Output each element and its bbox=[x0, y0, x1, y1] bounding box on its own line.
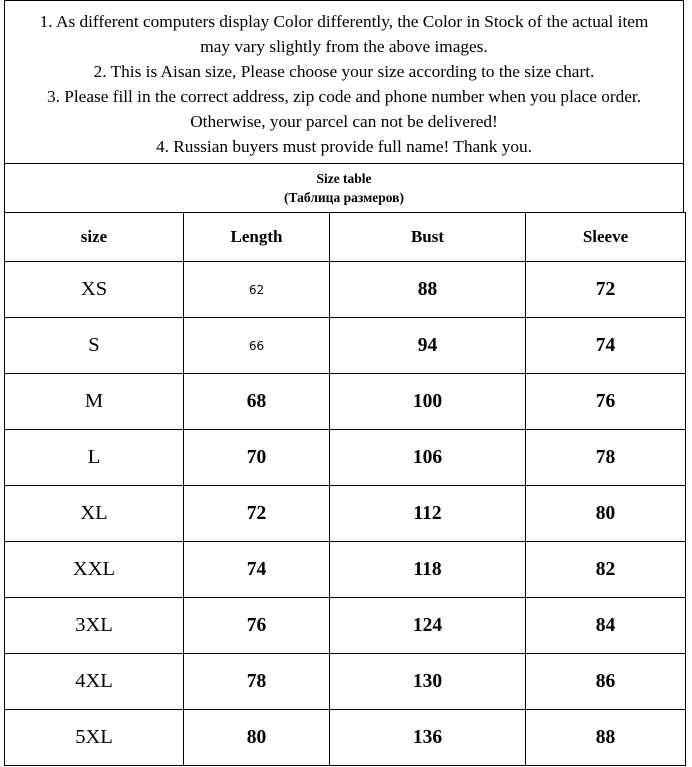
header-size: size bbox=[5, 213, 184, 262]
length-cell: 68 bbox=[184, 374, 330, 430]
sleeve-cell: 72 bbox=[526, 262, 686, 318]
table-row bbox=[5, 262, 686, 318]
table-row bbox=[5, 710, 686, 766]
header-row bbox=[5, 213, 686, 262]
header-length: Length bbox=[184, 213, 330, 262]
size-cell: XXL bbox=[5, 542, 184, 598]
length-cell: 80 bbox=[184, 710, 330, 766]
length-cell: 76 bbox=[184, 598, 330, 654]
bust-cell: 124 bbox=[330, 598, 526, 654]
size-cell: XL bbox=[5, 486, 184, 542]
size-cell: M bbox=[5, 374, 184, 430]
sleeve-cell: 78 bbox=[526, 430, 686, 486]
table-title-russian: (Таблица размеров) bbox=[284, 190, 404, 205]
note-line: 1. As different computers display Color differently, the Color in Stock of the actual item bbox=[39, 12, 649, 31]
table-row bbox=[5, 598, 686, 654]
table-row bbox=[5, 542, 686, 598]
size-cell: 5XL bbox=[5, 710, 184, 766]
length-cell: 70 bbox=[184, 430, 330, 486]
table-row bbox=[5, 430, 686, 486]
bust-cell: 106 bbox=[330, 430, 526, 486]
notes-panel bbox=[4, 0, 684, 163]
sleeve-cell: 82 bbox=[526, 542, 686, 598]
note-line: 4. Russian buyers must provide full name! Thank you. bbox=[156, 137, 532, 156]
bust-cell: 88 bbox=[330, 262, 526, 318]
header-bust: Bust bbox=[330, 213, 526, 262]
length-cell: 74 bbox=[184, 542, 330, 598]
note-line: 2. This is Aisan size, Please choose your size according to the size chart. bbox=[93, 62, 595, 81]
table-title bbox=[4, 163, 684, 212]
size-chart bbox=[4, 0, 688, 767]
bust-cell: 94 bbox=[330, 318, 526, 374]
size-cell: S bbox=[5, 318, 184, 374]
sleeve-cell: 76 bbox=[526, 374, 686, 430]
size-cell: 4XL bbox=[5, 654, 184, 710]
length-cell: 78 bbox=[184, 654, 330, 710]
bust-cell: 136 bbox=[330, 710, 526, 766]
bust-cell: 100 bbox=[330, 374, 526, 430]
note-line: Otherwise, your parcel can not be delivered! bbox=[190, 112, 498, 131]
table-title-english: Size table bbox=[316, 171, 372, 186]
table-row bbox=[5, 486, 686, 542]
size-cell: 3XL bbox=[5, 598, 184, 654]
note-line: may vary slightly from the above images. bbox=[200, 37, 488, 56]
length-cell: 62 bbox=[184, 262, 330, 318]
bust-cell: 118 bbox=[330, 542, 526, 598]
table-row bbox=[5, 318, 686, 374]
size-cell: XS bbox=[5, 262, 184, 318]
length-cell: 72 bbox=[184, 486, 330, 542]
sleeve-cell: 86 bbox=[526, 654, 686, 710]
bust-cell: 130 bbox=[330, 654, 526, 710]
length-cell: 66 bbox=[184, 318, 330, 374]
bust-cell: 112 bbox=[330, 486, 526, 542]
header-sleeve: Sleeve bbox=[526, 213, 686, 262]
table-row bbox=[5, 374, 686, 430]
sleeve-cell: 88 bbox=[526, 710, 686, 766]
size-table bbox=[4, 212, 686, 766]
sleeve-cell: 80 bbox=[526, 486, 686, 542]
size-cell: L bbox=[5, 430, 184, 486]
sleeve-cell: 74 bbox=[526, 318, 686, 374]
note-line: 3. Please fill in the correct address, zip code and phone number when you place order. bbox=[46, 87, 642, 106]
sleeve-cell: 84 bbox=[526, 598, 686, 654]
table-row bbox=[5, 654, 686, 710]
